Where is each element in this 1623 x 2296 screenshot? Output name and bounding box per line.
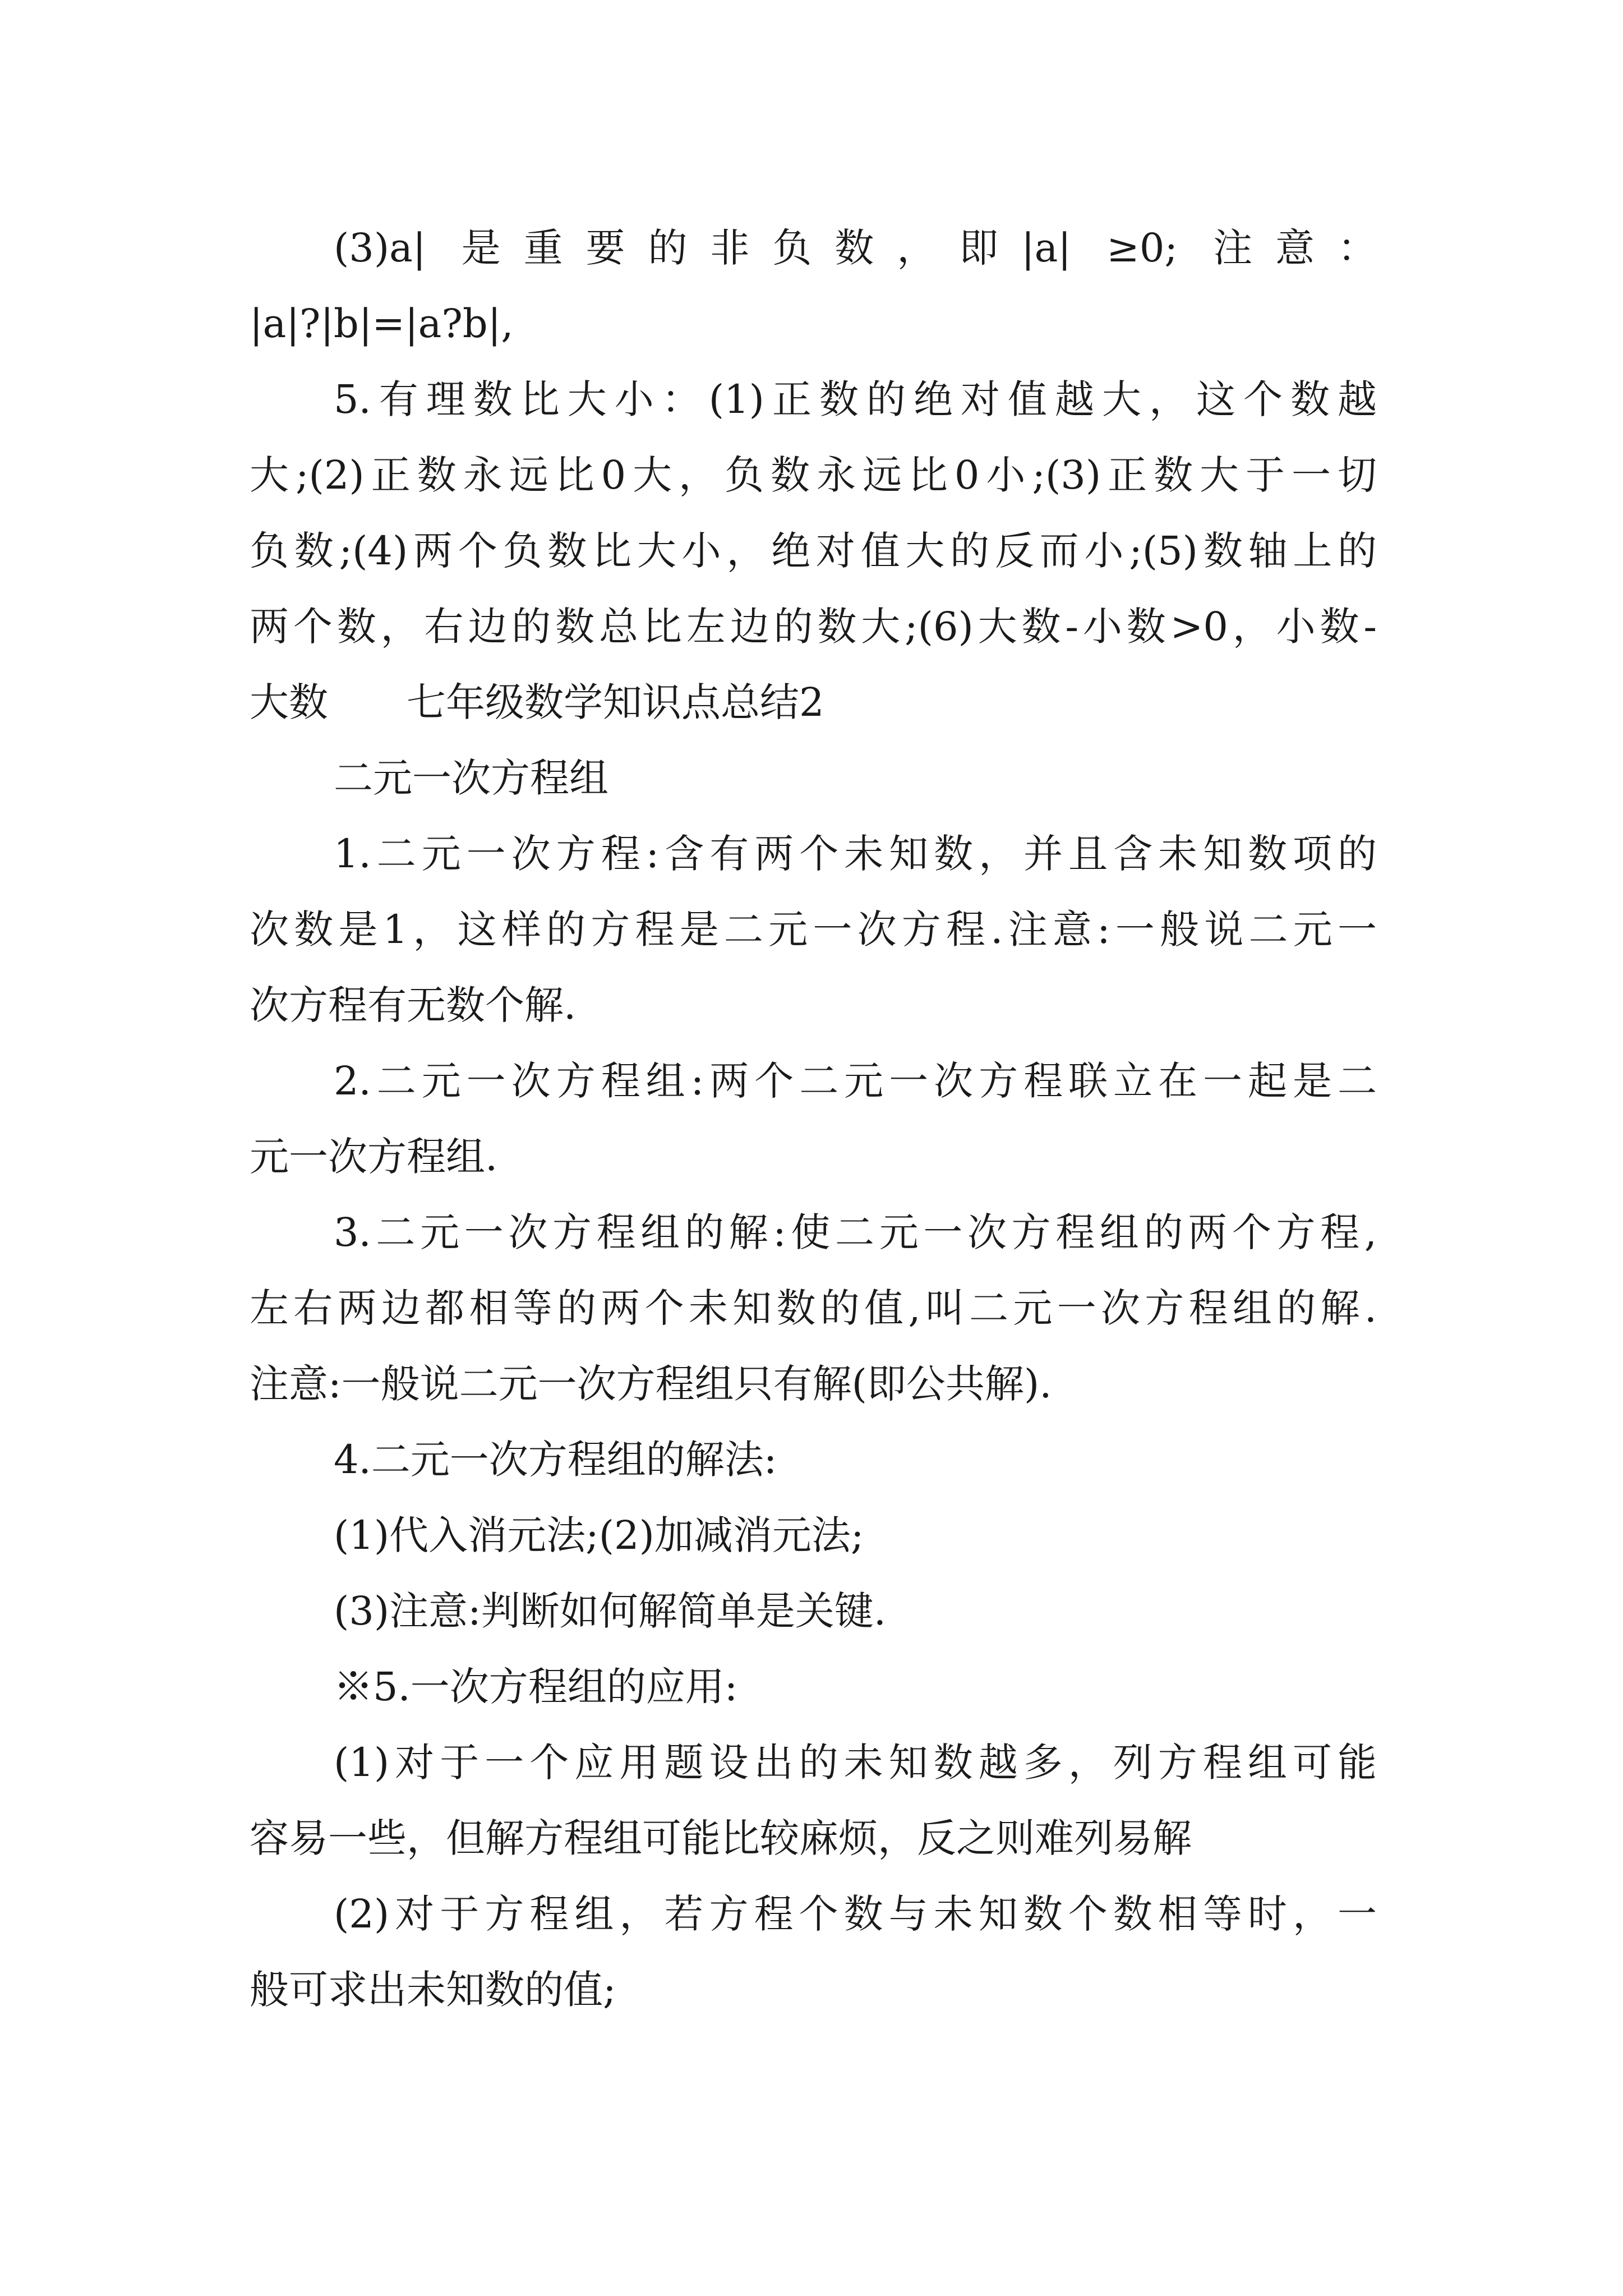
text-line: ※5.一次方程组的应用: [334, 1664, 738, 1710]
text-line: 负数;(4)两个负数比大小，绝对值大的反而小;(5)数轴上的 [250, 528, 1377, 574]
text-line: 4.二元一次方程组的解法: [334, 1437, 777, 1483]
text-line: 2.二元一次方程组:两个二元一次方程联立在一起是二 [334, 1058, 1377, 1104]
text-line: 容易一些，但解方程组可能比较麻烦，反之则难列易解 [250, 1815, 1192, 1861]
text-line: 5.有理数比大小：(1)正数的绝对值越大，这个数越 [334, 376, 1377, 422]
text-line: 大;(2)正数永远比0大，负数永远比0小;(3)正数大于一切 [250, 452, 1377, 498]
text-line: 次数是1，这样的方程是二元一次方程.注意:一般说二元一 [250, 907, 1377, 953]
text-line: 注意:一般说二元一次方程组只有解(即公共解). [250, 1361, 1052, 1407]
text-line: (2)对于方程组，若方程个数与未知数个数相等时，一 [334, 1891, 1377, 1937]
section-heading: 二元一次方程组 [334, 755, 608, 801]
text-line: 大数 七年级数学知识点总结2 [250, 679, 824, 725]
text-line: 两个数，右边的数总比左边的数大;(6)大数-小数>0，小数- [250, 604, 1377, 650]
text-line: 次方程有无数个解. [250, 982, 577, 1028]
text-line: 般可求出未知数的值; [250, 1967, 616, 2013]
text-line: 1.二元一次方程:含有两个未知数，并且含未知数项的 [334, 831, 1377, 877]
text-line: (3)a| 是重要的非负数，即|a| ≥0; 注意： [334, 225, 1377, 271]
text-line: |a|?|b|=|a?b|, [250, 301, 514, 347]
text-line: 3.二元一次方程组的解:使二元一次方程组的两个方程, [334, 1209, 1377, 1255]
document-body [250, 210, 1377, 2028]
text-line: 元一次方程组. [250, 1134, 498, 1180]
text-line: (3)注意:判断如何解简单是关键. [334, 1588, 886, 1634]
text-line: (1)代入消元法;(2)加减消元法; [334, 1512, 864, 1558]
text-line: 左右两边都相等的两个未知数的值,叫二元一次方程组的解. [250, 1285, 1377, 1331]
text-line: (1)对于一个应用题设出的未知数越多，列方程组可能 [334, 1740, 1377, 1786]
